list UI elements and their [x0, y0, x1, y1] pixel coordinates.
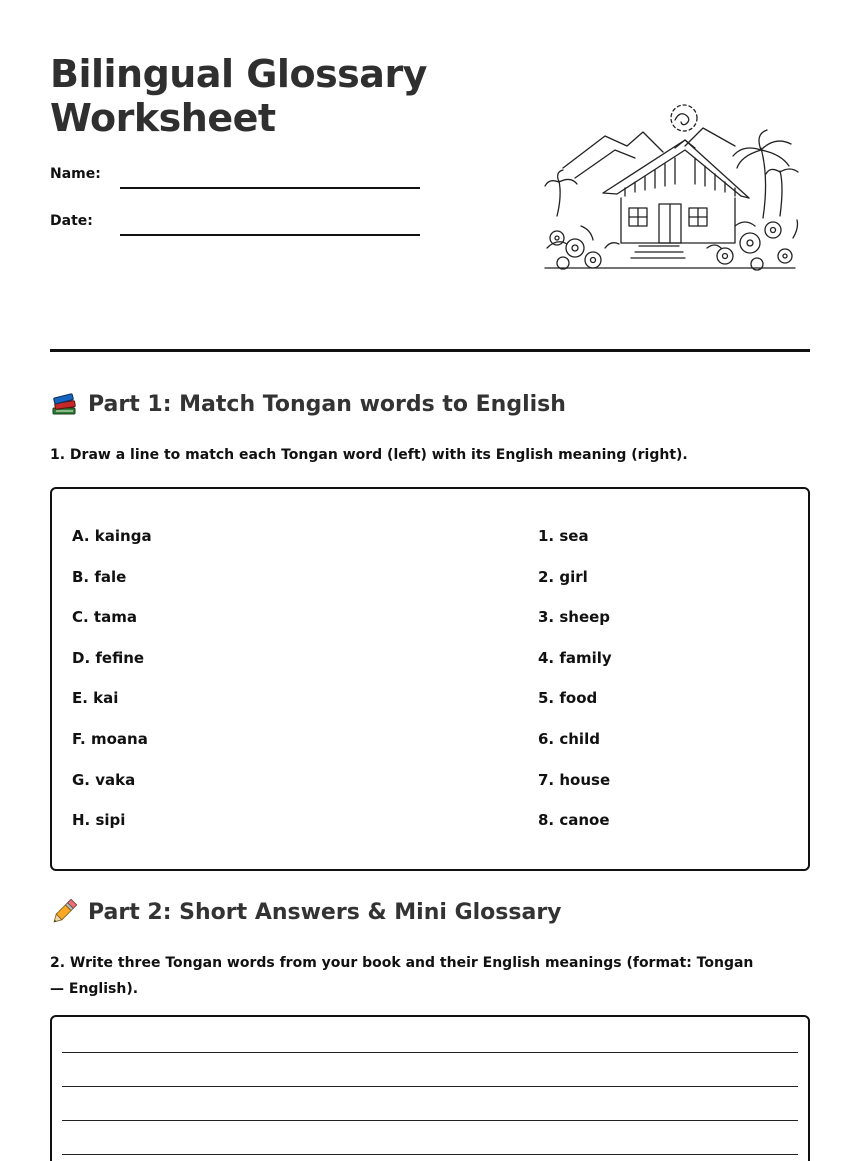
name-label: Name:	[50, 166, 101, 182]
english-column	[538, 526, 612, 851]
books-icon	[50, 390, 78, 418]
title-line-2: Worksheet	[50, 96, 276, 140]
tongan-word: A. kainga	[72, 527, 152, 545]
page-title	[50, 52, 470, 140]
answer-line[interactable]	[62, 1052, 798, 1053]
part2-heading-text: Part 2: Short Answers & Mini Glossary	[88, 899, 562, 925]
tongan-word: D. fefine	[72, 648, 145, 667]
english-meaning: 8. canoe	[538, 811, 610, 830]
part1-heading-text: Part 1: Match Tongan words to English	[88, 391, 566, 417]
english-meaning: 1. sea	[538, 527, 589, 545]
date-label: Date:	[50, 213, 93, 229]
tongan-word: E. kai	[72, 689, 119, 708]
tongan-word: H. sipi	[72, 811, 126, 830]
english-meaning: 2. girl	[538, 567, 588, 586]
tongan-word: G. vaka	[72, 770, 136, 789]
date-field[interactable]	[120, 234, 420, 236]
answer-line[interactable]	[62, 1154, 798, 1155]
question-1: 1. Draw a line to match each Tongan word (left) with its English meaning (right).	[50, 447, 688, 463]
header-divider	[50, 349, 810, 352]
english-meaning: 7. house	[538, 770, 611, 789]
english-meaning: 4. family	[538, 648, 612, 667]
tongan-word: C. tama	[72, 608, 137, 627]
answer-box	[50, 1015, 810, 1161]
title-line-1: Bilingual Glossary	[50, 52, 427, 96]
matching-box	[50, 487, 810, 871]
tongan-word: F. moana	[72, 729, 148, 748]
name-field[interactable]	[120, 187, 420, 189]
answer-line[interactable]	[62, 1086, 798, 1087]
tongan-word: B. fale	[72, 567, 127, 586]
tongan-column	[72, 526, 152, 851]
english-meaning: 6. child	[538, 729, 600, 748]
answer-line[interactable]	[62, 1120, 798, 1121]
english-meaning: 5. food	[538, 689, 598, 708]
tropical-house-illustration	[535, 98, 805, 280]
pencil-icon	[50, 898, 78, 926]
part1-heading	[50, 390, 566, 418]
part2-heading	[50, 898, 562, 926]
english-meaning: 3. sheep	[538, 608, 611, 627]
question-2: 2. Write three Tongan words from your book and their English meanings (format: Tongan — English).	[50, 955, 754, 997]
